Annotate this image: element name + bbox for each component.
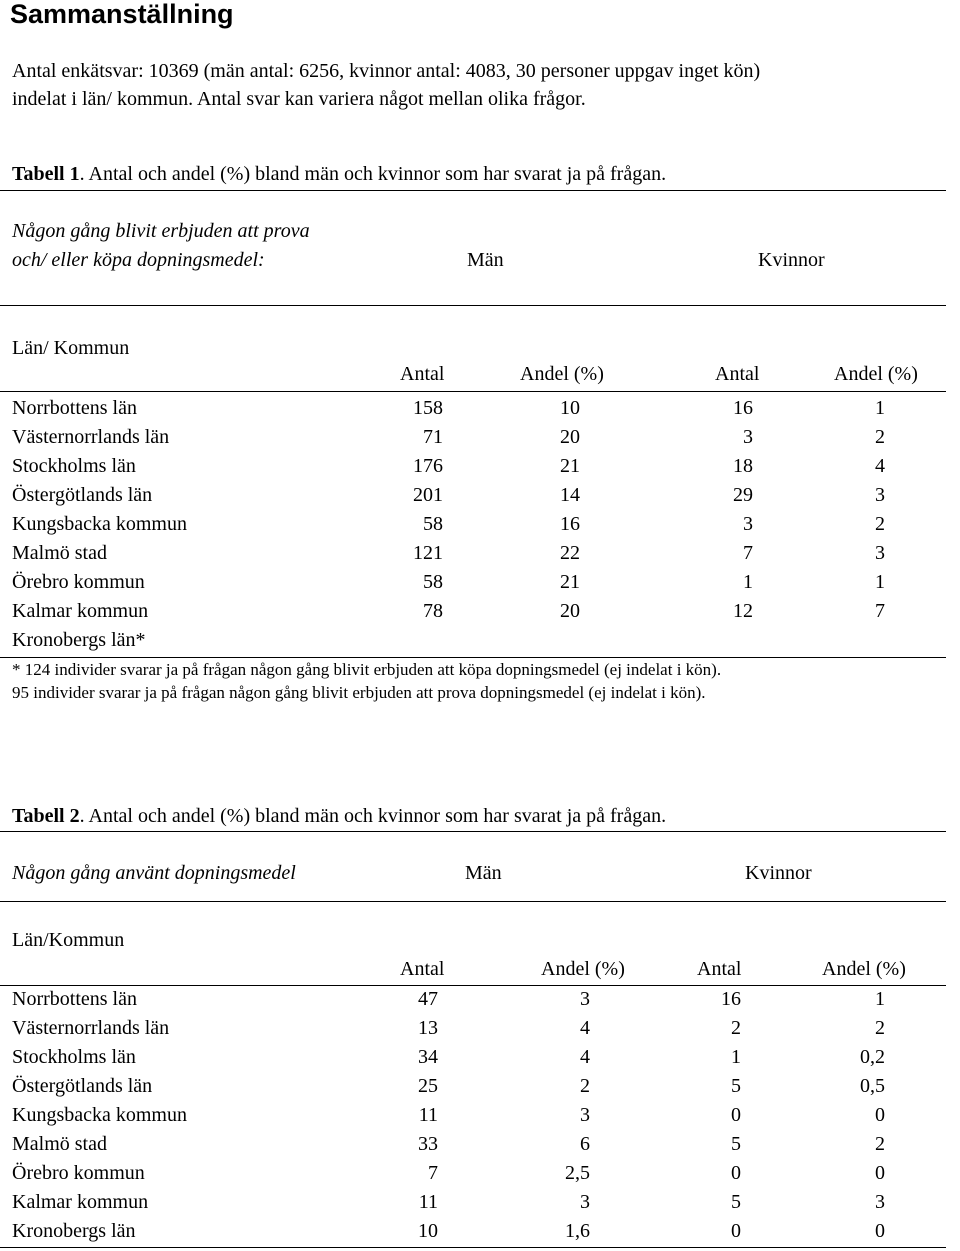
- region-name: Kungsbacka kommun: [12, 1104, 187, 1126]
- cell-women-count: 5: [731, 1133, 741, 1155]
- cell-men-count: 201: [413, 484, 443, 506]
- cell-men-pct: 2,5: [565, 1162, 590, 1184]
- cell-women-pct: 3: [875, 484, 885, 506]
- region-name: Stockholms län: [12, 1046, 136, 1068]
- cell-women-pct: 1: [875, 571, 885, 593]
- table2-question: Någon gång använt dopningsmedel: [12, 862, 296, 884]
- region-name: Östergötlands län: [12, 1075, 153, 1097]
- cell-women-pct: 0: [875, 1104, 885, 1126]
- cell-women-count: 3: [743, 513, 753, 535]
- cell-women-pct: 0: [875, 1162, 885, 1184]
- region-name: Kronobergs län*: [12, 629, 146, 651]
- region-name: Örebro kommun: [12, 1162, 145, 1184]
- region-name: Kronobergs län: [12, 1220, 136, 1242]
- intro-line-1: Antal enkätsvar: 10369 (män antal: 6256, kvinnor antal: 4083, 30 personer uppgav inget kön): [12, 60, 761, 82]
- table2-region-header: Län/Kommun: [12, 929, 125, 951]
- cell-men-pct: 3: [580, 1104, 590, 1126]
- cell-men-count: 158: [413, 397, 443, 419]
- cell-women-count: 18: [733, 455, 753, 477]
- cell-women-count: 0: [731, 1162, 741, 1184]
- table2-col-men-pct: Andel (%): [541, 958, 625, 980]
- cell-women-pct: 0,2: [860, 1046, 885, 1068]
- region-name: Stockholms län: [12, 455, 136, 477]
- cell-men-count: 7: [428, 1162, 438, 1184]
- region-name: Malmö stad: [12, 1133, 107, 1155]
- cell-men-pct: 3: [580, 1191, 590, 1213]
- table2-header-rule: [0, 901, 946, 902]
- table1-group-women: Kvinnor: [758, 249, 825, 271]
- cell-women-pct: 1: [875, 988, 885, 1010]
- region-name: Kungsbacka kommun: [12, 513, 187, 535]
- table2-col-women-count: Antal: [697, 958, 742, 980]
- table2-group-men: Män: [465, 862, 502, 884]
- region-name: Västernorrlands län: [12, 426, 170, 448]
- cell-women-count: 12: [733, 600, 753, 622]
- cell-women-count: 7: [743, 542, 753, 564]
- cell-men-pct: 3: [580, 988, 590, 1010]
- cell-men-count: 71: [423, 426, 443, 448]
- region-name: Norrbottens län: [12, 988, 137, 1010]
- cell-women-pct: 3: [875, 542, 885, 564]
- cell-women-count: 16: [733, 397, 753, 419]
- cell-women-count: 16: [721, 988, 741, 1010]
- cell-men-count: 34: [418, 1046, 438, 1068]
- table1-col-men-count: Antal: [400, 363, 445, 385]
- cell-men-count: 58: [423, 513, 443, 535]
- cell-men-pct: 22: [560, 542, 580, 564]
- table2-columns-rule: [0, 985, 946, 986]
- cell-men-pct: 4: [580, 1046, 590, 1068]
- cell-women-pct: 2: [875, 1017, 885, 1039]
- table1-question-line-2: och/ eller köpa dopningsmedel:: [12, 249, 265, 271]
- table1-caption-text: . Antal och andel (%) bland män och kvinnor som har svarat ja på frågan.: [79, 163, 667, 185]
- cell-women-count: 5: [731, 1075, 741, 1097]
- region-name: Västernorrlands län: [12, 1017, 170, 1039]
- cell-men-pct: 6: [580, 1133, 590, 1155]
- cell-women-count: 0: [731, 1220, 741, 1242]
- table1-group-men: Män: [467, 249, 504, 271]
- table2-group-women: Kvinnor: [745, 862, 812, 884]
- table1-col-men-pct: Andel (%): [520, 363, 604, 385]
- cell-men-pct: 20: [560, 426, 580, 448]
- region-name: Östergötlands län: [12, 484, 153, 506]
- cell-women-count: 5: [731, 1191, 741, 1213]
- region-name: Örebro kommun: [12, 571, 145, 593]
- cell-women-pct: 1: [875, 397, 885, 419]
- page-title: Sammanställning: [10, 0, 234, 29]
- table1-header-rule: [0, 305, 946, 306]
- cell-men-count: 33: [418, 1133, 438, 1155]
- cell-women-pct: 7: [875, 600, 885, 622]
- table1-footnote-1: * 124 individer svarar ja på frågan någon gång blivit erbjuden att köpa dopningsmedel (ej indelat i kön).: [12, 660, 722, 679]
- region-name: Kalmar kommun: [12, 1191, 149, 1213]
- cell-women-count: 1: [731, 1046, 741, 1068]
- cell-women-pct: 2: [875, 1133, 885, 1155]
- cell-men-count: 11: [418, 1104, 438, 1126]
- table1-bottom-rule: [0, 657, 946, 658]
- region-name: Norrbottens län: [12, 397, 137, 419]
- cell-women-count: 1: [743, 571, 753, 593]
- table1-col-women-count: Antal: [715, 363, 760, 385]
- cell-men-count: 78: [423, 600, 443, 622]
- region-name: Kalmar kommun: [12, 600, 149, 622]
- cell-men-pct: 10: [560, 397, 580, 419]
- cell-men-pct: 21: [560, 455, 580, 477]
- table1-region-header: Län/ Kommun: [12, 337, 130, 359]
- cell-women-count: 0: [731, 1104, 741, 1126]
- cell-women-pct: 2: [875, 513, 885, 535]
- table2-bottom-rule: [0, 1247, 946, 1248]
- cell-women-count: 3: [743, 426, 753, 448]
- table2-col-men-count: Antal: [400, 958, 445, 980]
- table1-caption: [12, 163, 666, 186]
- cell-men-pct: 20: [560, 600, 580, 622]
- table1-columns-rule: [0, 391, 946, 392]
- table1-question-line-1: Någon gång blivit erbjuden att prova: [12, 220, 310, 242]
- cell-men-pct: 21: [560, 571, 580, 593]
- cell-men-pct: 16: [560, 513, 580, 535]
- cell-women-count: 2: [731, 1017, 741, 1039]
- cell-men-count: 10: [418, 1220, 438, 1242]
- cell-men-count: 121: [413, 542, 443, 564]
- cell-women-pct: 2: [875, 426, 885, 448]
- cell-men-pct: 1,6: [565, 1220, 590, 1242]
- table2-top-rule: [0, 831, 946, 832]
- cell-women-pct: 0,5: [860, 1075, 885, 1097]
- cell-men-count: 25: [418, 1075, 438, 1097]
- table2-col-women-pct: Andel (%): [822, 958, 906, 980]
- cell-women-pct: 3: [875, 1191, 885, 1213]
- cell-women-pct: 4: [875, 455, 885, 477]
- table1-col-women-pct: Andel (%): [834, 363, 918, 385]
- table1-footnote-2: 95 individer svarar ja på frågan någon gång blivit erbjuden att prova dopningsmedel (ej indelat i kön).: [12, 683, 706, 702]
- region-name: Malmö stad: [12, 542, 107, 564]
- cell-men-count: 47: [418, 988, 438, 1010]
- cell-men-pct: 4: [580, 1017, 590, 1039]
- cell-men-count: 11: [418, 1191, 438, 1213]
- intro-line-2: indelat i län/ kommun. Antal svar kan variera något mellan olika frågor.: [12, 88, 586, 110]
- cell-men-count: 176: [413, 455, 443, 477]
- table2-caption-text: . Antal och andel (%) bland män och kvinnor som har svarat ja på frågan.: [79, 805, 667, 827]
- cell-men-count: 58: [423, 571, 443, 593]
- cell-men-pct: 2: [580, 1075, 590, 1097]
- table1-caption-label: Tabell 1: [12, 163, 80, 185]
- cell-men-pct: 14: [560, 484, 580, 506]
- table1-top-rule: [0, 190, 946, 191]
- cell-women-count: 29: [733, 484, 753, 506]
- cell-men-count: 13: [418, 1017, 438, 1039]
- table2-caption-label: Tabell 2: [12, 805, 80, 827]
- cell-women-pct: 0: [875, 1220, 885, 1242]
- table2-caption: [12, 805, 666, 828]
